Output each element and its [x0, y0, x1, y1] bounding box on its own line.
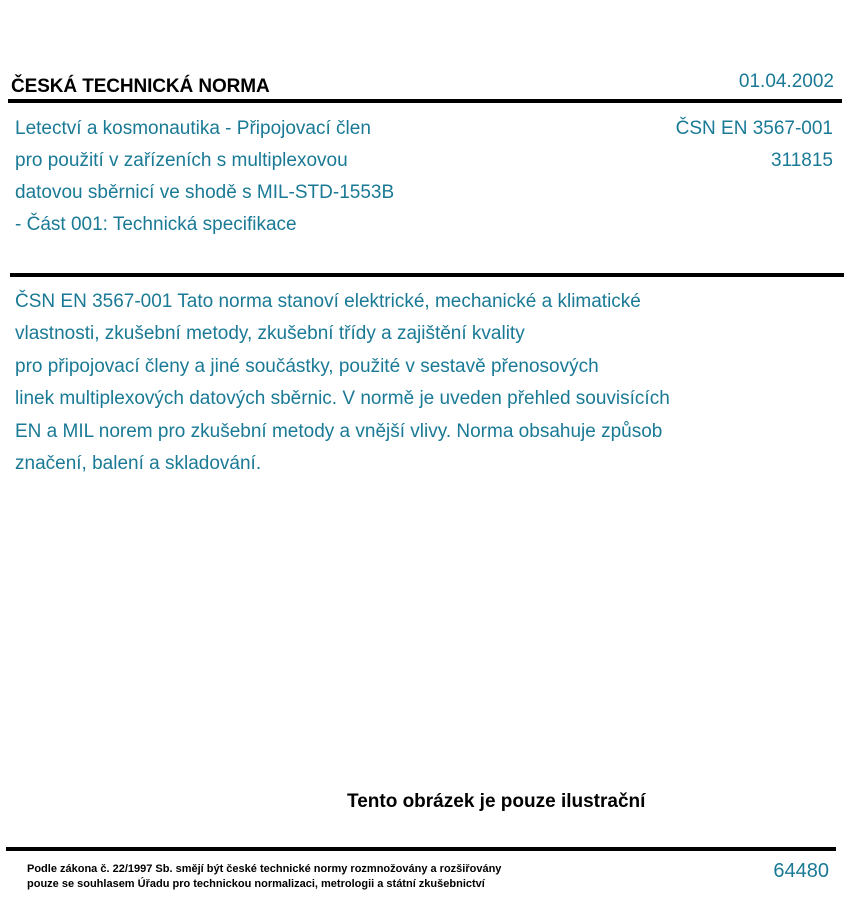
- abstract-line: linek multiplexových datových sběrnic. V normě je uveden přehled souvisících: [15, 388, 670, 410]
- abstract-line: pro připojovací členy a jiné součástky, použité v sestavě přenosových: [15, 355, 599, 377]
- publication-date: 01.04.2002: [738, 71, 834, 92]
- abstract-line: EN a MIL norem pro zkušební metody a vnější vlivy. Norma obsahuje způsob: [15, 420, 663, 442]
- standard-designation: ČSN EN 3567-001: [675, 118, 833, 139]
- standard-title-line: pro použití v zařízeních s multiplexovou: [15, 150, 348, 171]
- standard-title-line: Letectví a kosmonautika - Připojovací člen: [15, 118, 371, 139]
- abstract-text: [15, 286, 670, 480]
- standard-title-line: - Část 001: Technická specifikace: [15, 214, 297, 235]
- standard-codes: [676, 113, 833, 177]
- header-divider: [8, 99, 842, 103]
- abstract-line: ČSN EN 3567-001 Tato norma stanoví elektrické, mechanické a klimatické: [15, 291, 641, 312]
- legal-notice-line: pouze se souhlasem Úřadu pro technickou normalizaci, metrologii a státní zkušebnictví: [27, 878, 485, 890]
- standard-title-line: datovou sběrnicí ve shodě s MIL-STD-1553B: [15, 182, 395, 203]
- legal-notice: [27, 862, 501, 892]
- catalog-number: 64480: [773, 860, 829, 882]
- footer-divider: [6, 847, 836, 851]
- section-divider: [10, 273, 844, 277]
- abstract-line: vlastnosti, zkušební metody, zkušební třídy a zajištění kvality: [15, 323, 525, 345]
- illustration-notice: Tento obrázek je pouze ilustrační: [347, 791, 646, 812]
- standard-title: [15, 113, 394, 241]
- abstract-line: značení, balení a skladování.: [15, 453, 262, 475]
- document-type-title: ČESKÁ TECHNICKÁ NORMA: [11, 76, 270, 97]
- legal-notice-line: Podle zákona č. 22/1997 Sb. smějí být české technické normy rozmnožovány a rozšiřovány: [27, 863, 502, 875]
- classification-number: 311815: [771, 150, 833, 171]
